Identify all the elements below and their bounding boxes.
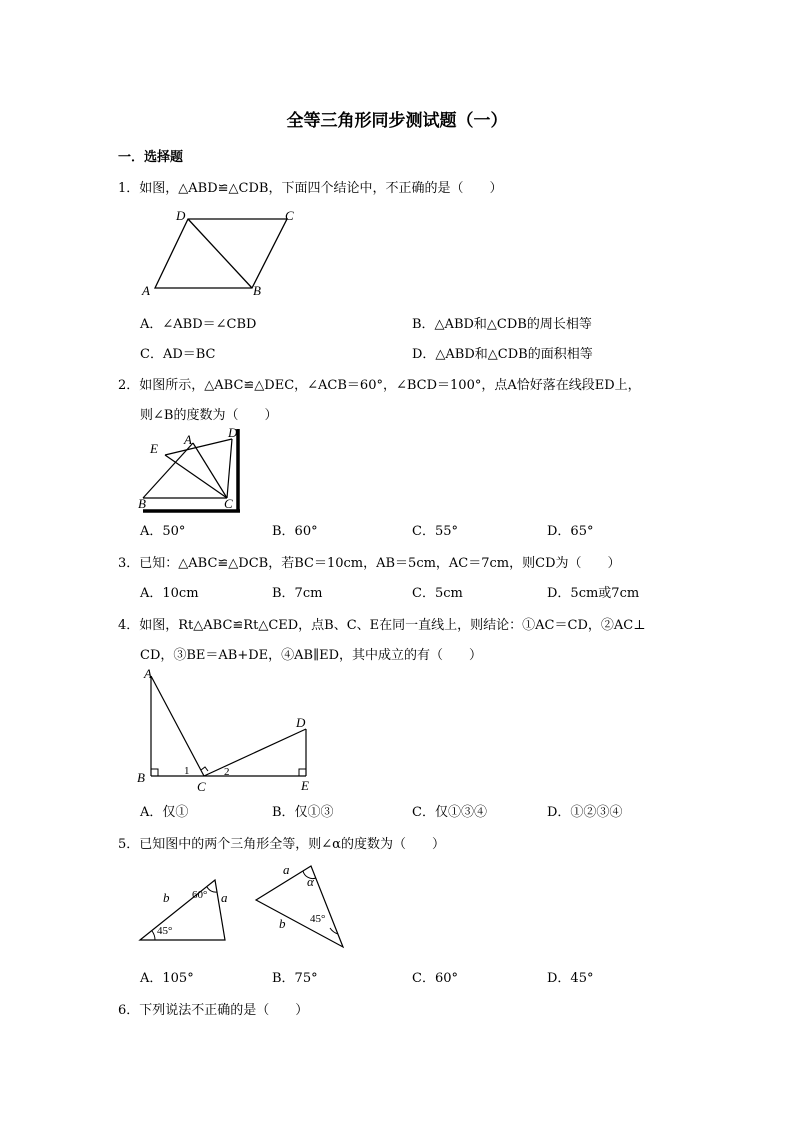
fig5-label-alpha: α: [307, 874, 314, 889]
question-2-stem-line1: 2．如图所示，△ABC≌△DEC，∠ACB＝60°，∠BCD＝100°，点A恰好落在线段ED上，: [118, 378, 641, 393]
fig5-label-a1: a: [221, 890, 228, 905]
angle-label-1: 1: [184, 765, 190, 777]
question-4-stem-line1: 4．如图，Rt△ABC≌Rt△CED，点B、C、E在同一直线上，则结论：①AC＝CD，②AC⊥: [118, 618, 646, 633]
q5-option-a[interactable]: A．105°: [140, 971, 194, 986]
figure-label-D: D: [296, 715, 306, 730]
figure-label-D: D: [228, 425, 238, 440]
q3-option-a[interactable]: A．10cm: [140, 586, 199, 601]
fig5-label-a2: a: [283, 862, 290, 877]
figure-label-A: A: [142, 283, 150, 298]
q2-option-c[interactable]: C．55°: [412, 524, 458, 539]
q4-option-a[interactable]: A．仅①: [140, 805, 189, 820]
q3-option-d[interactable]: D．5cm或7cm: [547, 586, 640, 601]
question-4-figure: [135, 666, 320, 796]
question-3-stem: 3．已知：△ABC≌△DCB，若BC＝10cm，AB＝5cm，AC＝7cm，则CD为（ ）: [118, 556, 621, 571]
q4-option-b[interactable]: B．仅①③: [272, 805, 334, 820]
figure-label-E: E: [301, 778, 309, 793]
q1-option-a[interactable]: A．∠ABD＝∠CBD: [140, 317, 257, 332]
q5-option-c[interactable]: C．60°: [412, 971, 458, 986]
question-5-figure: [135, 862, 350, 952]
q3-option-b[interactable]: B．7cm: [272, 586, 323, 601]
section-heading: 一．选择题: [118, 150, 184, 165]
angle-label-2: 2: [224, 766, 230, 778]
question-5-stem: 5．已知图中的两个三角形全等，则∠α的度数为（ ）: [118, 837, 445, 852]
q5-option-d[interactable]: D．45°: [547, 971, 594, 986]
q4-option-c[interactable]: C．仅①③④: [412, 805, 487, 820]
figure-label-C: C: [285, 208, 294, 223]
question-4-stem-line2: CD，③BE＝AB+DE，④AB∥ED，其中成立的有（ ）: [140, 648, 483, 663]
q2-option-d[interactable]: D．65°: [547, 524, 594, 539]
question-2-stem-line2: 则∠B的度数为（ ）: [140, 408, 278, 423]
question-1-figure: [140, 205, 310, 300]
figure-label-C: C: [224, 496, 233, 511]
page-title: 全等三角形同步测试题（一）: [286, 111, 508, 131]
q3-option-c[interactable]: C．5cm: [412, 586, 463, 601]
q1-option-b[interactable]: B．△ABD和△CDB的周长相等: [412, 317, 592, 332]
fig5-angle-60: 60°: [192, 889, 208, 901]
q2-option-a[interactable]: A．50°: [140, 524, 186, 539]
q5-option-b[interactable]: B．75°: [272, 971, 318, 986]
fig5-angle-45b: 45°: [310, 913, 326, 925]
fig5-label-b1: b: [163, 890, 170, 905]
q1-option-c[interactable]: C．AD＝BC: [140, 347, 216, 362]
figure-label-E: E: [150, 441, 158, 456]
figure-label-D: D: [176, 208, 186, 223]
q4-option-d[interactable]: D．①②③④: [547, 805, 623, 820]
figure-label-C: C: [197, 779, 206, 794]
figure-label-A: A: [184, 432, 192, 447]
figure-label-B: B: [138, 496, 146, 511]
fig5-angle-45a: 45°: [157, 925, 173, 937]
figure-label-A: A: [144, 666, 152, 681]
question-1-stem: 1．如图，△ABD≌△CDB，下面四个结论中，不正确的是（ ）: [118, 181, 503, 196]
q2-option-b[interactable]: B．60°: [272, 524, 318, 539]
question-6-stem: 6．下列说法不正确的是（ ）: [118, 1003, 309, 1018]
q1-option-d[interactable]: D．△ABD和△CDB的面积相等: [412, 347, 593, 362]
figure-label-B: B: [137, 770, 145, 785]
fig5-label-b2: b: [279, 916, 286, 931]
question-2-figure: [135, 425, 250, 515]
figure-label-B: B: [253, 283, 261, 298]
